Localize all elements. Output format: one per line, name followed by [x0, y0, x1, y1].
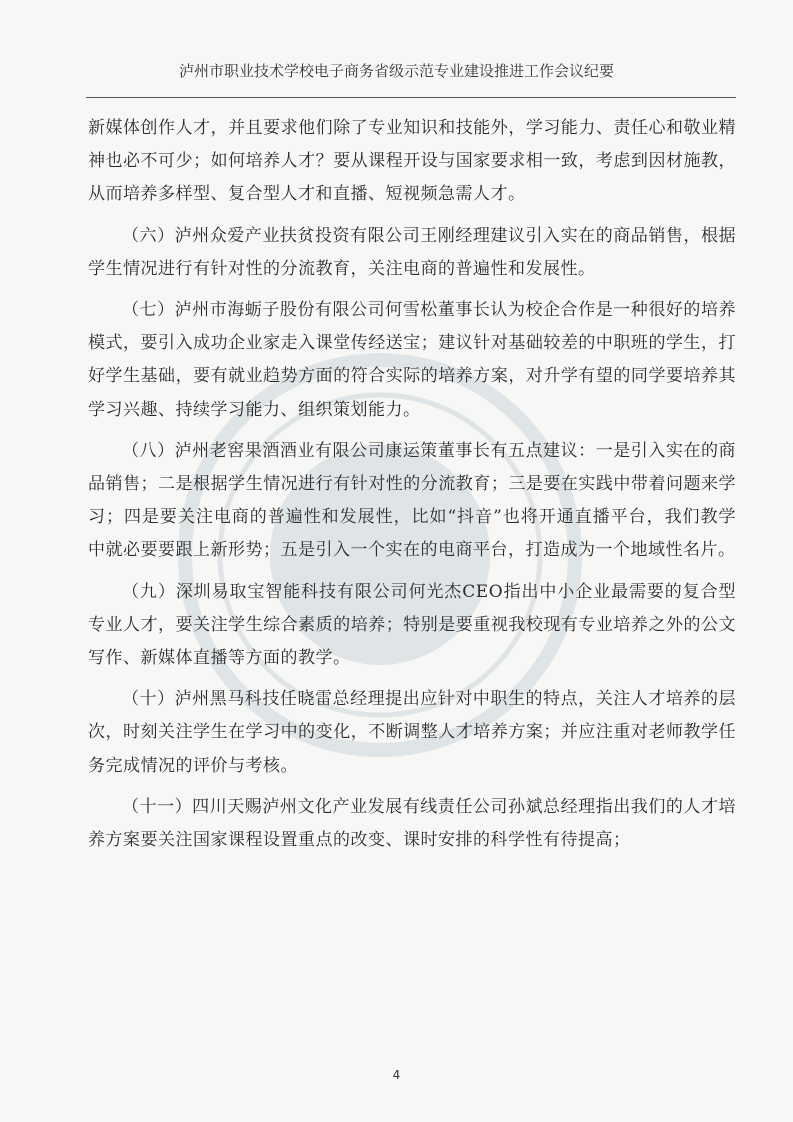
- header-divider: [86, 97, 736, 98]
- paragraph-item-11: （十一）四川天赐泸州文化产业发展有线责任公司孙斌总经理指出我们的人才培养方案要关注国家课程设置重点的改变、课时安排的科学性有待提高；: [88, 796, 736, 851]
- paragraph-item-8: （八）泸州老窖果酒酒业有限公司康运策董事长有五点建议：一是引入实在的商品销售；二是根据学生情况进行有针对性的分流教育；三是要在实践中带着问题来学习；四是要关注电商的普遍性和发展性，比如“抖音”也将开通直播平台，我们教学中就必要要跟上新形势；五是引入一个实在的电商平台，打造成为一个地域性名片。: [88, 440, 736, 561]
- page-header: 泸州市职业技术学校电子商务省级示范专业建设推进工作会议纪要: [178, 62, 614, 80]
- paragraph-item-7: （七）泸州市海蛎子股份有限公司何雪松董事长认为校企合作是一种很好的培养模式，要引入成功企业家走入课堂传经送宝；建议针对基础较差的中职班的学生，打好学生基础，要有就业趋势方面的符合实际的培养方案，对升学有望的同学要培养其学习兴趣、持续学习能力、组织策划能力。: [88, 300, 736, 420]
- document-body: [88, 112, 736, 865]
- page-number: 4: [392, 1068, 401, 1082]
- paragraph-item-10: （十）泸州黑马科技任晓雷总经理提出应针对中职生的特点，关注人才培养的层次，时刻关注学生在学习中的变化，不断调整人才培养方案；并应注重对老师教学任务完成情况的评价与考核。: [88, 689, 736, 776]
- paragraph-continuation: 新媒体创作人才，并且要求他们除了专业知识和技能外，学习能力、责任心和敬业精神也必不可少；如何培养人才？要从课程开设与国家要求相一致，考虑到因材施教，从而培养多样型、复合型人才和直播、短视频急需人才。: [88, 118, 736, 205]
- paragraph-item-9: （九）深圳易取宝智能科技有限公司何光杰CEO指出中小企业最需要的复合型专业人才，要关注学生综合素质的培养；特别是要重视我校现有专业培养之外的公文写作、新媒体直播等方面的教学。: [88, 581, 736, 669]
- paragraph-item-6: （六）泸州众爱产业扶贫投资有限公司王刚经理建议引入实在的商品销售，根据学生情况进行有针对性的分流教育，关注电商的普遍性和发展性。: [88, 225, 736, 279]
